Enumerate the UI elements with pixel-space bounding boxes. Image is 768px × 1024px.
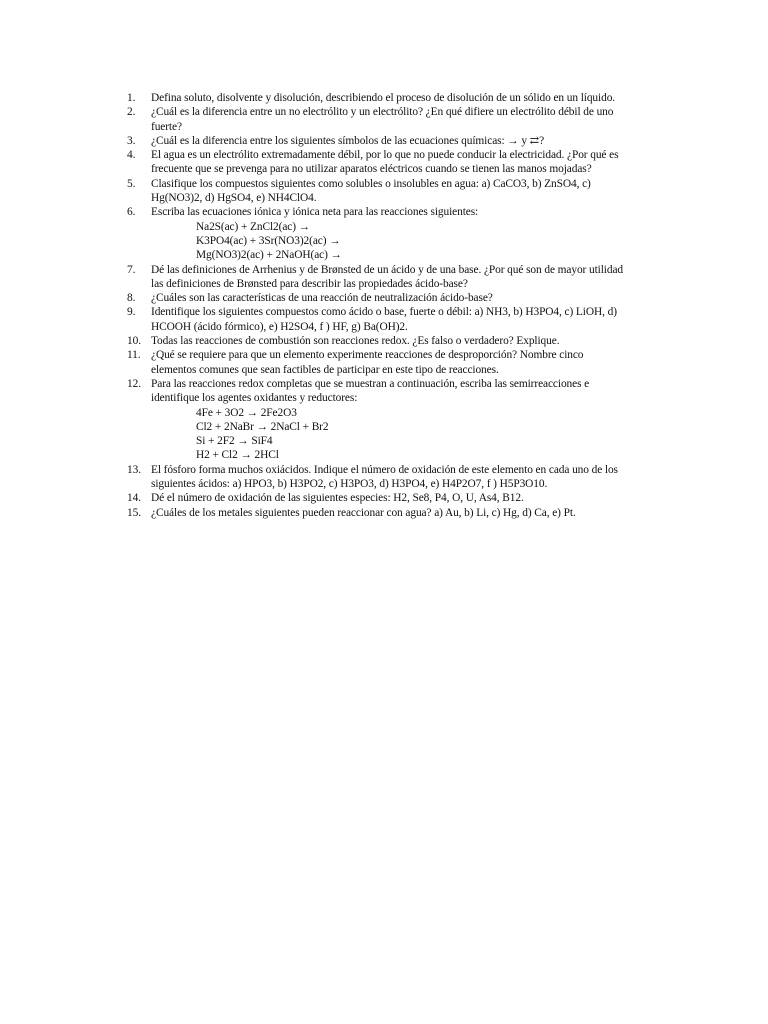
question-list bbox=[127, 91, 662, 520]
question-number: 8. bbox=[127, 292, 136, 305]
question-body bbox=[151, 134, 662, 148]
question-item bbox=[127, 105, 662, 134]
question-text-line: las definiciones de Brønsted para describir las propiedades ácido-base? bbox=[151, 277, 468, 290]
question-body bbox=[151, 377, 662, 463]
question-item bbox=[127, 463, 662, 492]
question-number: 12. bbox=[127, 377, 141, 390]
question-text-line: ¿Cuáles de los metales siguientes pueden reaccionar con agua? a) Au, b) Li, c) Hg, d) Ca, e) Pt. bbox=[151, 506, 576, 519]
question-item bbox=[127, 491, 662, 505]
question-body bbox=[151, 291, 662, 305]
question-text-line: Para las reacciones redox completas que se muestran a continuación, escriba las semirreacciones e bbox=[151, 377, 590, 390]
question-text-line: ¿Cuál es la diferencia entre un no electrólito y un electrólito? ¿En qué difiere un electrólito débil de uno bbox=[151, 106, 614, 119]
question-text-line: El agua es un electrólito extremadamente débil, por lo que no puede conducir la electricidad. ¿Por qué es bbox=[151, 149, 619, 162]
question-number: 2. bbox=[127, 106, 136, 119]
question-number: 15. bbox=[127, 506, 141, 519]
question-text-line: frecuente que se prevenga para no utilizar aparatos eléctricos cuando se tienen las manos mojadas? bbox=[151, 163, 592, 176]
question-number: 10. bbox=[127, 335, 141, 348]
question-body bbox=[151, 305, 662, 334]
question-item bbox=[127, 263, 662, 292]
question-number: 1. bbox=[127, 92, 136, 104]
question-body bbox=[151, 463, 662, 492]
question-text-line: ¿Cuáles son las características de una reacción de neutralización ácido-base? bbox=[151, 292, 493, 305]
question-item bbox=[127, 91, 662, 105]
question-item bbox=[127, 506, 662, 520]
question-item bbox=[127, 291, 662, 305]
question-text-line: identifique los agentes oxidantes y reductores: bbox=[151, 392, 358, 405]
chemical-equation: Cl2 + 2NaBr → 2NaCl + Br2 bbox=[196, 420, 329, 433]
chemical-equation: Si + 2F2 → SiF4 bbox=[196, 435, 273, 448]
question-text-line: HCOOH (ácido fórmico), e) H2SO4, f ) HF, g) Ba(OH)2. bbox=[151, 320, 408, 333]
question-number: 3. bbox=[127, 134, 136, 147]
question-item bbox=[127, 177, 662, 206]
question-text-line: fuerte? bbox=[151, 120, 182, 133]
question-number: 7. bbox=[127, 263, 136, 276]
question-number: 4. bbox=[127, 149, 136, 162]
question-item bbox=[127, 148, 662, 177]
question-text-line: ¿Cuál es la diferencia entre los siguientes símbolos de las ecuaciones químicas: → y ⇄? bbox=[151, 134, 545, 147]
question-body bbox=[151, 148, 662, 177]
chemical-equation: H2 + Cl2 → 2HCl bbox=[196, 449, 279, 462]
question-text-line: Dé el número de oxidación de las siguientes especies: H2, Se8, P4, O, U, As4, B12. bbox=[151, 492, 524, 505]
question-body bbox=[151, 105, 662, 134]
question-body bbox=[151, 348, 662, 377]
question-text-line: ¿Qué se requiere para que un elemento experimente reacciones de desproporción? Nombre cinco bbox=[151, 349, 584, 362]
question-item bbox=[127, 348, 662, 377]
chemical-equation: Mg(NO3)2(ac) + 2NaOH(ac) → bbox=[196, 249, 342, 262]
question-body bbox=[151, 491, 662, 505]
question-number: 9. bbox=[127, 306, 136, 319]
question-body bbox=[151, 334, 662, 348]
question-text-line: Todas las reacciones de combustión son reacciones redox. ¿Es falso o verdadero? Explique. bbox=[151, 335, 560, 348]
question-item bbox=[127, 205, 662, 262]
chemical-equation: 4Fe + 3O2 → 2Fe2O3 bbox=[196, 406, 297, 419]
question-item bbox=[127, 134, 662, 148]
question-item bbox=[127, 377, 662, 463]
question-number: 11. bbox=[127, 349, 141, 362]
question-body bbox=[151, 205, 662, 262]
question-text-line: elementos comunes que sean factibles de participar en este tipo de reacciones. bbox=[151, 363, 499, 376]
question-text-line: siguientes ácidos: a) HPO3, b) H3PO2, c) H3PO3, d) H3PO4, e) H4P2O7, f ) H5P3O10. bbox=[151, 478, 548, 491]
question-number: 6. bbox=[127, 206, 136, 219]
question-body bbox=[151, 263, 662, 292]
question-number: 5. bbox=[127, 177, 136, 190]
chemical-equation: K3PO4(ac) + 3Sr(NO3)2(ac) → bbox=[196, 234, 341, 247]
question-text-line: Hg(NO3)2, d) HgSO4, e) NH4ClO4. bbox=[151, 192, 317, 205]
question-text-line: Escriba las ecuaciones iónica y iónica neta para las reacciones siguientes: bbox=[151, 206, 479, 219]
question-body bbox=[151, 506, 662, 520]
question-text-line: Clasifique los compuestos siguientes como solubles o insolubles en agua: a) CaCO3, b) ZnSO4, c) bbox=[151, 177, 591, 190]
question-body bbox=[151, 177, 662, 206]
question-text-line: El fósforo forma muchos oxiácidos. Indique el número de oxidación de este elemento en cada uno de los bbox=[151, 463, 618, 476]
chemical-equation: Na2S(ac) + ZnCl2(ac) → bbox=[196, 220, 310, 233]
question-body bbox=[151, 91, 662, 105]
question-item bbox=[127, 334, 662, 348]
question-text-line: Dé las definiciones de Arrhenius y de Brønsted de un ácido y de una base. ¿Por qué son de mayor utilidad bbox=[151, 263, 623, 276]
question-text-line: Defina soluto, disolvente y disolución, describiendo el proceso de disolución de un sólido en un líquido. bbox=[151, 92, 616, 104]
question-number: 14. bbox=[127, 492, 141, 505]
question-text-line: Identifique los siguientes compuestos como ácido o base, fuerte o débil: a) NH3, b) H3PO4, c) LiOH, d) bbox=[151, 306, 617, 319]
question-number: 13. bbox=[127, 463, 141, 476]
question-item bbox=[127, 305, 662, 334]
